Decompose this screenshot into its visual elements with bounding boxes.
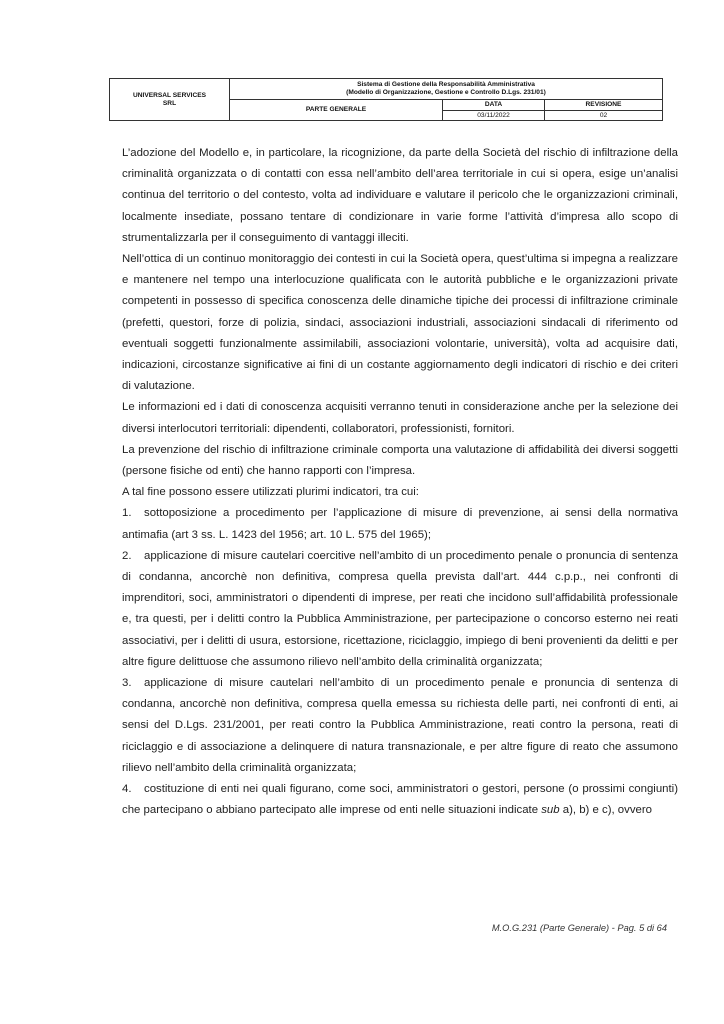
paragraph-risk-prevention: La prevenzione del rischio di infiltrazione criminale comporta una valutazione di affidabilità dei diversi soggetti (persone fisiche od enti) che hanno rapporti con l’impresa.	[122, 443, 678, 478]
date-value: 03/11/2022	[443, 111, 545, 121]
list-item-text: sottoposizione a procedimento per l’applicazione di misure di prevenzione, ai sensi della normativa antimafia (art 3 ss. L. 1423 del 1956; art. 10 L. 575 del 1965);	[122, 507, 678, 541]
management-system-line2: (Modello di Organizzazione, Gestione e Controllo D.Lgs. 231/01)	[346, 89, 546, 96]
date-label: DATA	[443, 100, 545, 111]
section-name: PARTE GENERALE	[230, 100, 443, 121]
list-item-number: 4.	[122, 783, 132, 796]
management-system-line1: Sistema di Gestione della Responsabilità Amministrativa	[357, 81, 535, 88]
list-item	[122, 673, 678, 779]
list-item-text: costituzione di enti nei quali figurano, come soci, amministratori o gestori, persone (o prossimi congiunti) che partecipano o abbiano partecipato alle imprese od enti nelle situazioni indicate	[122, 783, 678, 817]
paragraph-indicators-intro: A tal fine possono essere utilizzati plurimi indicatori, tra cui:	[122, 486, 419, 499]
revision-label: REVISIONE	[545, 100, 663, 111]
list-item-number: 3.	[122, 677, 132, 690]
document-body	[122, 143, 678, 822]
document-header-table	[109, 78, 663, 121]
paragraph-information-use: Le informazioni ed i dati di conoscenza acquisiti verranno tenuti in considerazione anche per la selezione dei diversi interlocutori territoriali: dipendenti, collaboratori, professionisti, fornitori.	[122, 401, 678, 435]
list-item	[122, 779, 678, 821]
paragraph-monitoring: Nell’ottica di un continuo monitoraggio dei contesti in cui la Società opera, quest’ultima si impegna a realizzare e mantenere nel tempo una interlocuzione qualificata con le autorità pubbliche e le organizzazioni private competenti in possesso di specifica conoscenza delle dinamiche tipiche dei processi di infiltrazione criminale (prefetti, questori, forze di polizia, sindaci, associazioni industriali, associazioni sindacali di riferimento od eventuali soggetti funzionalmente assimilabili, associazioni volontarie, università), volta ad acquisire dati, indicazioni, circostanze significative ai fini di un costante aggiornamento degli indicatori di rischio e dei criteri di valutazione.	[122, 253, 678, 393]
list-item-italic-text: sub	[541, 804, 560, 817]
list-item-number: 2.	[122, 549, 132, 562]
list-item-text: applicazione di misure cautelari coercitive nell’ambito di un procedimento penale o pronuncia di sentenza di condanna, ancorchè non definitiva, compresa quella prevista dall’art. 444 c.p.p., nei confronti di imprenditori, soci, amministratori o dipendenti di imprese, per reati che incidono sull’affidabilità professionale e, tra questi, per i delitti contro la Pubblica Amministrazione, per partecipazione o concorso esterno nei reati associativi, per i delitti di usura, estorsione, ricettazione, riciclaggio, impiego di beni provenienti da delitti e per altre figure delittuose che assumono rilievo nell’ambito della criminalità organizzata;	[122, 549, 678, 668]
management-system-title	[230, 79, 663, 100]
list-item	[122, 546, 678, 673]
list-item-text: applicazione di misure cautelari nell’ambito di un procedimento penale e pronuncia di sentenza di condanna, ancorchè non definitiva, compresa quella emessa su richiesta delle parti, nei confronti di enti, ai sensi del D.Lgs. 231/2001, per reati contro la Pubblica Amministrazione, reati contro la persona, reati di riciclaggio e di associazione a delinquere di natura transnazionale, e per altre figure di reato che assumono rilievo nell’ambito della criminalità organizzata;	[122, 677, 678, 774]
list-item	[122, 503, 678, 545]
revision-value: 02	[545, 111, 663, 121]
list-item-text-end: a), b) e c), ovvero	[559, 804, 652, 817]
list-item-number: 1.	[122, 507, 132, 520]
company-name: UNIVERSAL SERVICES SRL	[110, 79, 230, 121]
paragraph-infiltration-analysis: L’adozione del Modello e, in particolare, la ricognizione, da parte della Società del rischio di infiltrazione della criminalità organizzata o di contatti con essa nell’ambito dell’area territoriale in cui si opera, esige un’analisi continua del territorio o del contesto, volta ad individuare e valutare il pericolo che le organizzazioni criminali, localmente insediate, possano tentare di condizionare in varie forme l’attività d’impresa allo scopo di strumentalizzarla per il conseguimento di vantaggi illeciti.	[122, 147, 678, 244]
page-footer: M.O.G.231 (Parte Generale) - Pag. 5 di 64	[491, 923, 667, 933]
